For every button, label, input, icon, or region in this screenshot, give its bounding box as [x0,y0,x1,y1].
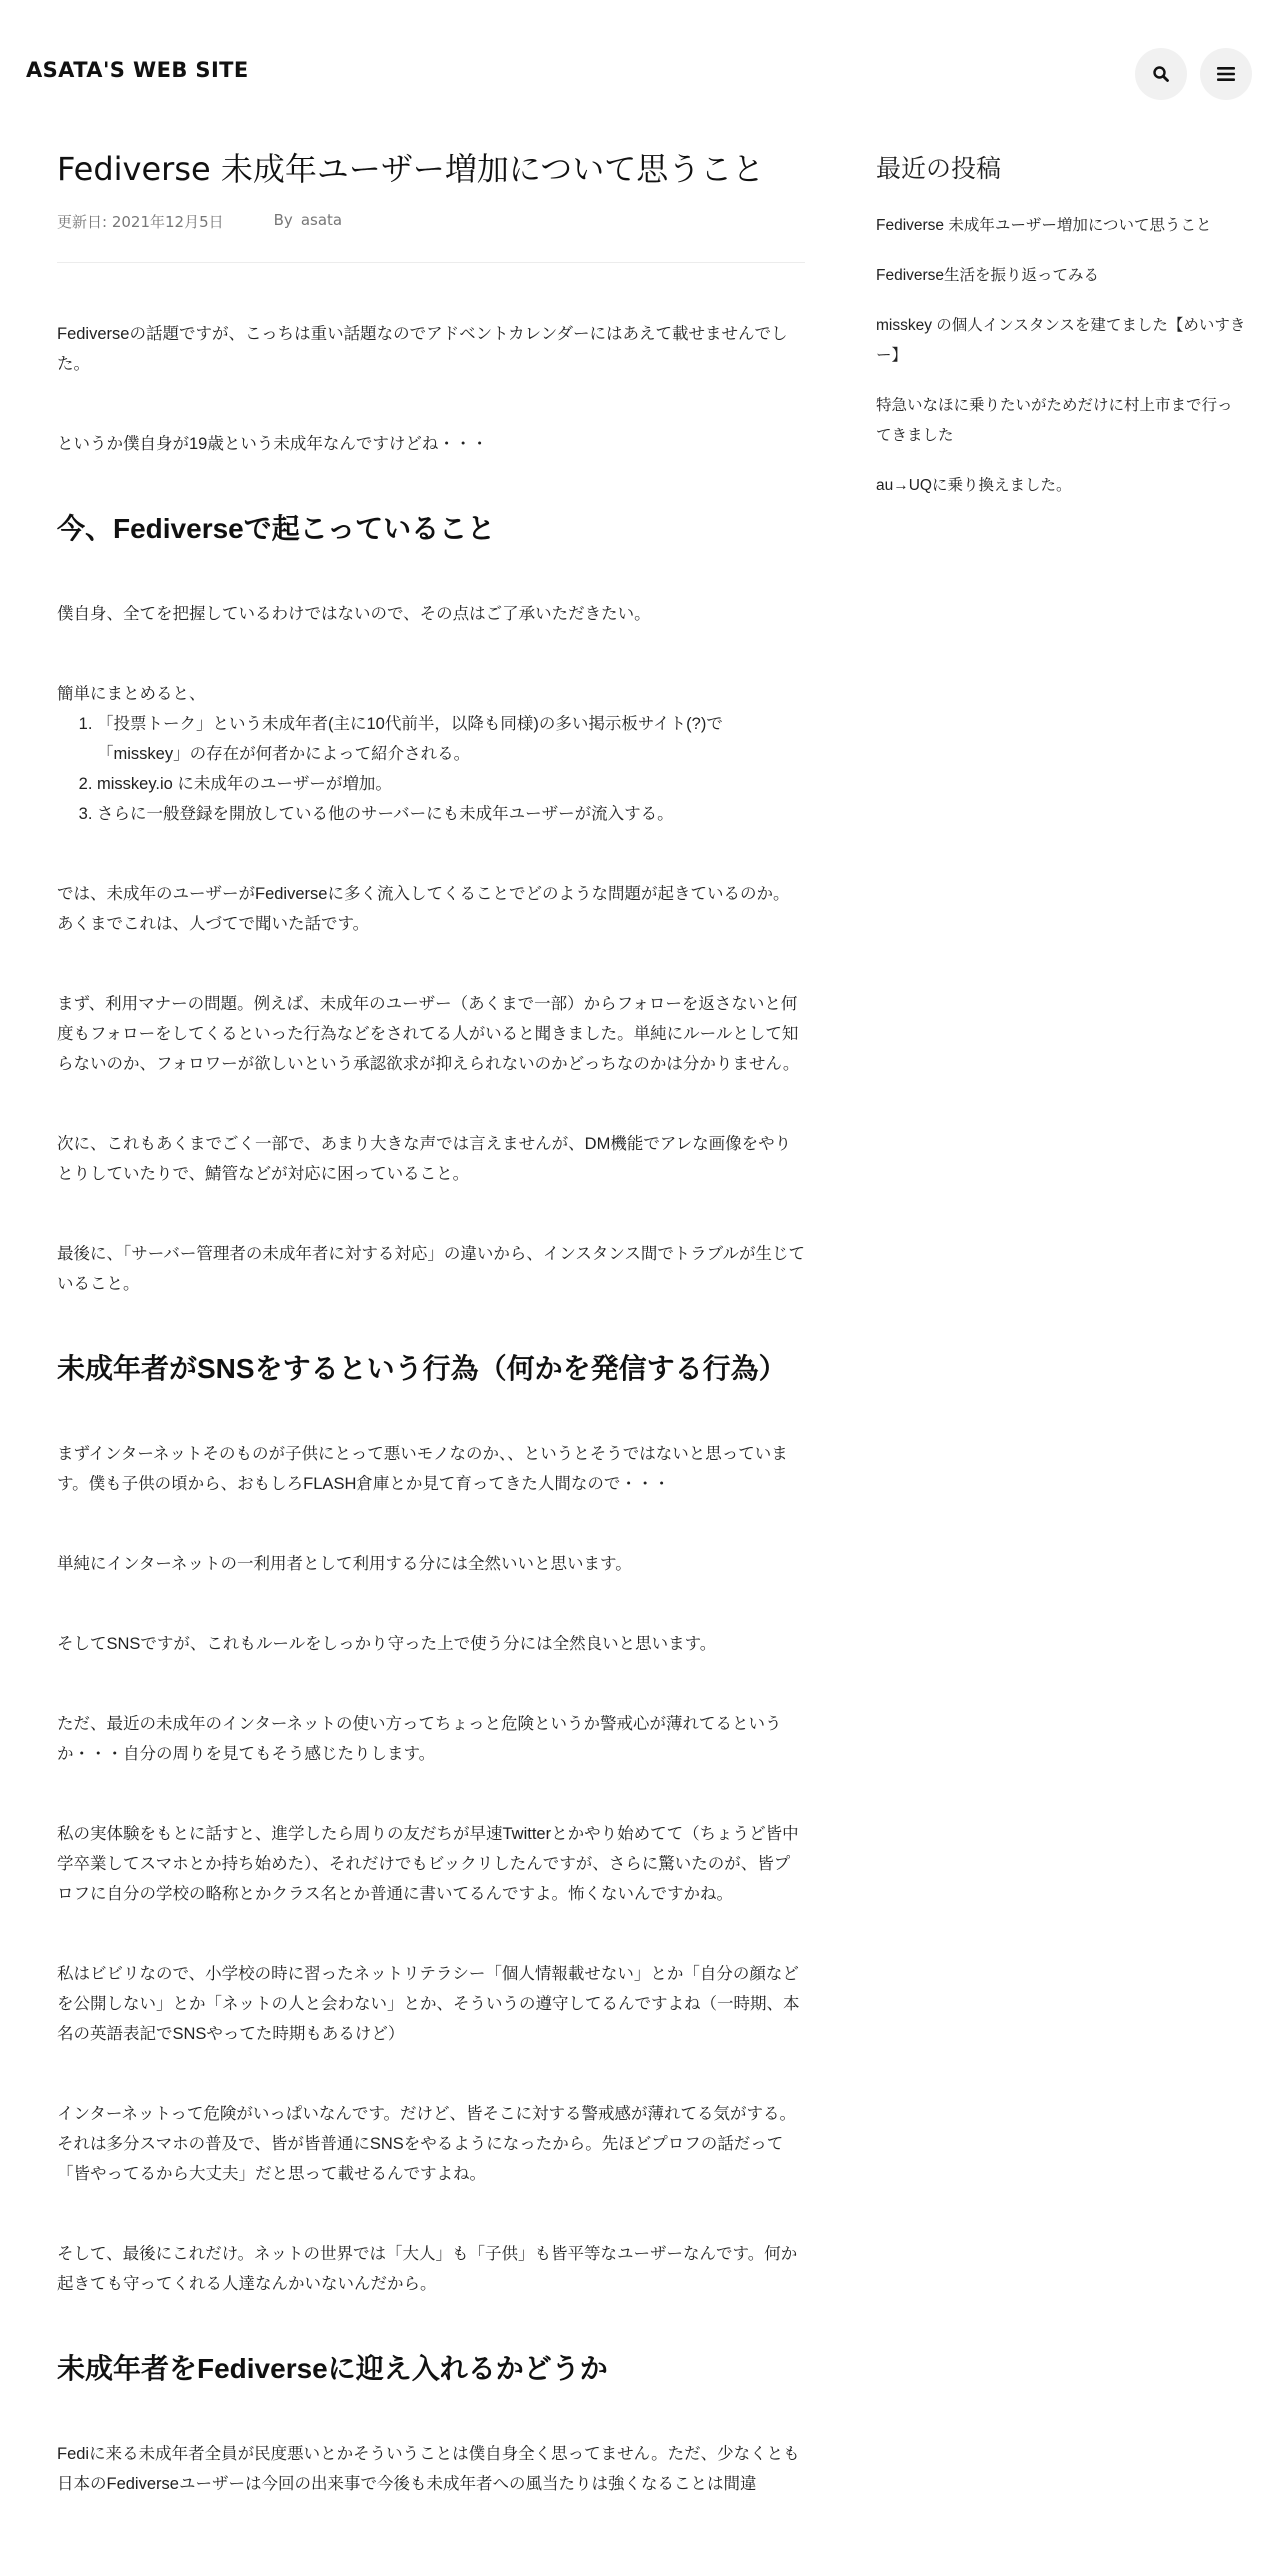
recent-post-link[interactable]: au→UQに乗り換えました。 [876,477,1072,494]
recent-posts-list [876,211,1246,501]
recent-post-link[interactable]: misskey の個人インスタンスを建てました【めいすきー】 [876,317,1246,364]
list-item: 3. さらに一般登録を開放している他のサーバーにも未成年ユーザーが流入する。 [97,799,805,829]
title-divider [57,262,805,263]
paragraph: 僕自身、全てを把握しているわけではないので、その点はご了承いただきたい。 [57,605,651,623]
paragraph: 私の実体験をもとに話すと、進学したら周りの友だちが早速Twitterとかやり始めてて（ちょうど皆中学卒業してスマホとか持ち始めた）、それだけでもビックリしたんですが、さらに驚いたのが、皆プロフに自分の学校の略称とかクラス名とか普通に書いてるんですよ。怖くないんですかね。 [57,1825,799,1903]
paragraph: 次に、これもあくまでごく一部で、あまり大きな声では言えませんが、DM機能でアレな画像をやりとりしていたりで、鯖管などが対応に困っていること。 [57,1135,792,1183]
site-header [0,0,1284,150]
search-button[interactable] [1135,48,1187,100]
post-author-link[interactable]: asata [300,211,343,229]
recent-post-link[interactable]: Fediverse 未成年ユーザー増加について思うこと [876,217,1212,234]
post-updated-date: 更新日: 2021年12月5日 [57,213,224,231]
post-body [57,319,805,2499]
menu-button[interactable] [1200,48,1252,100]
post-meta [57,211,805,232]
paragraph: ただ、最近の未成年のインターネットの使い方ってちょっと危険というか警戒心が薄れてるというか・・・自分の周りを見てもそう感じたりします。 [57,1715,782,1763]
post-title: Fediverse 未成年ユーザー増加について思うこと [57,150,765,188]
section-heading: 未成年者がSNSをするという行為（何かを発信する行為） [57,1353,787,1384]
main-content [57,145,805,2549]
paragraph: 最後に、「サーバー管理者の未成年者に対する対応」の違いから、インスタンス間でトラブルが生じていること。 [57,1245,805,1293]
sidebar [876,145,1246,521]
menu-icon [1217,66,1235,82]
post-by-label: By [273,211,293,229]
section-heading: 今、Fediverseで起こっていること [57,513,496,544]
list-item: 2. misskey.io に未成年のユーザーが増加。 [97,769,805,799]
list-item: 1. 「投票トーク」という未成年者(主に10代前半，以降も同様)の多い掲示板サイト(?)で「misskey」の存在が何者かによって紹介される。 [97,709,805,769]
search-icon [1152,65,1170,83]
paragraph: 単純にインターネットの一利用者として利用する分には全然いいと思います。 [57,1555,632,1573]
paragraph: インターネットって危険がいっぱいなんです。だけど、皆そこに対する警戒感が薄れてる気がする。それは多分スマホの普及で、皆が皆普通にSNSをやるようになったから。先ほどプロフの話だって「皆やってるから大丈夫」だと思って載せるんですよね。 [57,2105,797,2183]
recent-post-link[interactable]: Fediverse生活を振り返ってみる [876,267,1100,284]
paragraph: Fediに来る未成年者全員が民度悪いとかそういうことは僕自身全く思ってません。ただ、少なくとも日本のFediverseユーザーは今回の出来事で今後も未成年者への風当たりは強くなることは間違 [57,2445,800,2493]
paragraph: まず、利用マナーの問題。例えば、未成年のユーザー（あくまで一部）からフォローを返さないと何度もフォローをしてくるといった行為などをされてる人がいると聞きました。単純にルールとして知らないのか、フォロワーが欲しいという承認欲求が抑えられないのかどっちなのかは分かりません。 [57,995,800,1073]
section-heading: 未成年者をFediverseに迎え入れるかどうか [57,2353,608,2384]
paragraph: では、未成年のユーザーがFediverseに多く流入してくることでどのような問題が起きているのか。あくまでこれは、人づてで聞いた話です。 [57,885,790,933]
paragraph: Fediverseの話題ですが、こっちは重い話題なのでアドベントカレンダーにはあえて載せませんでした。 [57,325,788,373]
paragraph: そしてSNSですが、これもルールをしっかり守った上で使う分には全然良いと思います。 [57,1635,717,1653]
paragraph: 私はビビリなので、小学校の時に習ったネットリテラシー「個人情報載せない」とか「自分の顔などを公開しない」とか「ネットの人と会わない」とか、そういうの遵守してるんですよね（一時期、本名の英語表記でSNSやってた時期もあるけど） [57,1965,800,2043]
paragraph: というか僕自身が19歳という未成年なんですけどね・・・ [57,435,488,453]
recent-post-link[interactable]: 特急いなほに乗りたいがためだけに村上市まで行ってきました [876,397,1233,444]
recent-posts-heading: 最近の投稿 [876,155,1002,183]
numbered-list [57,709,805,829]
paragraph: そして、最後にこれだけ。ネットの世界では「大人」も「子供」も皆平等なユーザーなんです。何か起きても守ってくれる人達なんかいないんだから。 [57,2245,798,2293]
paragraph: 簡単にまとめると、 [57,685,206,703]
site-title[interactable]: ASATA'S WEB SITE [26,58,249,82]
paragraph: まずインターネットそのものが子供にとって悪いモノなのか、、というとそうではないと思っています。僕も子供の頃から、おもしろFLASH倉庫とか見て育ってきた人間なので・・・ [57,1445,788,1493]
